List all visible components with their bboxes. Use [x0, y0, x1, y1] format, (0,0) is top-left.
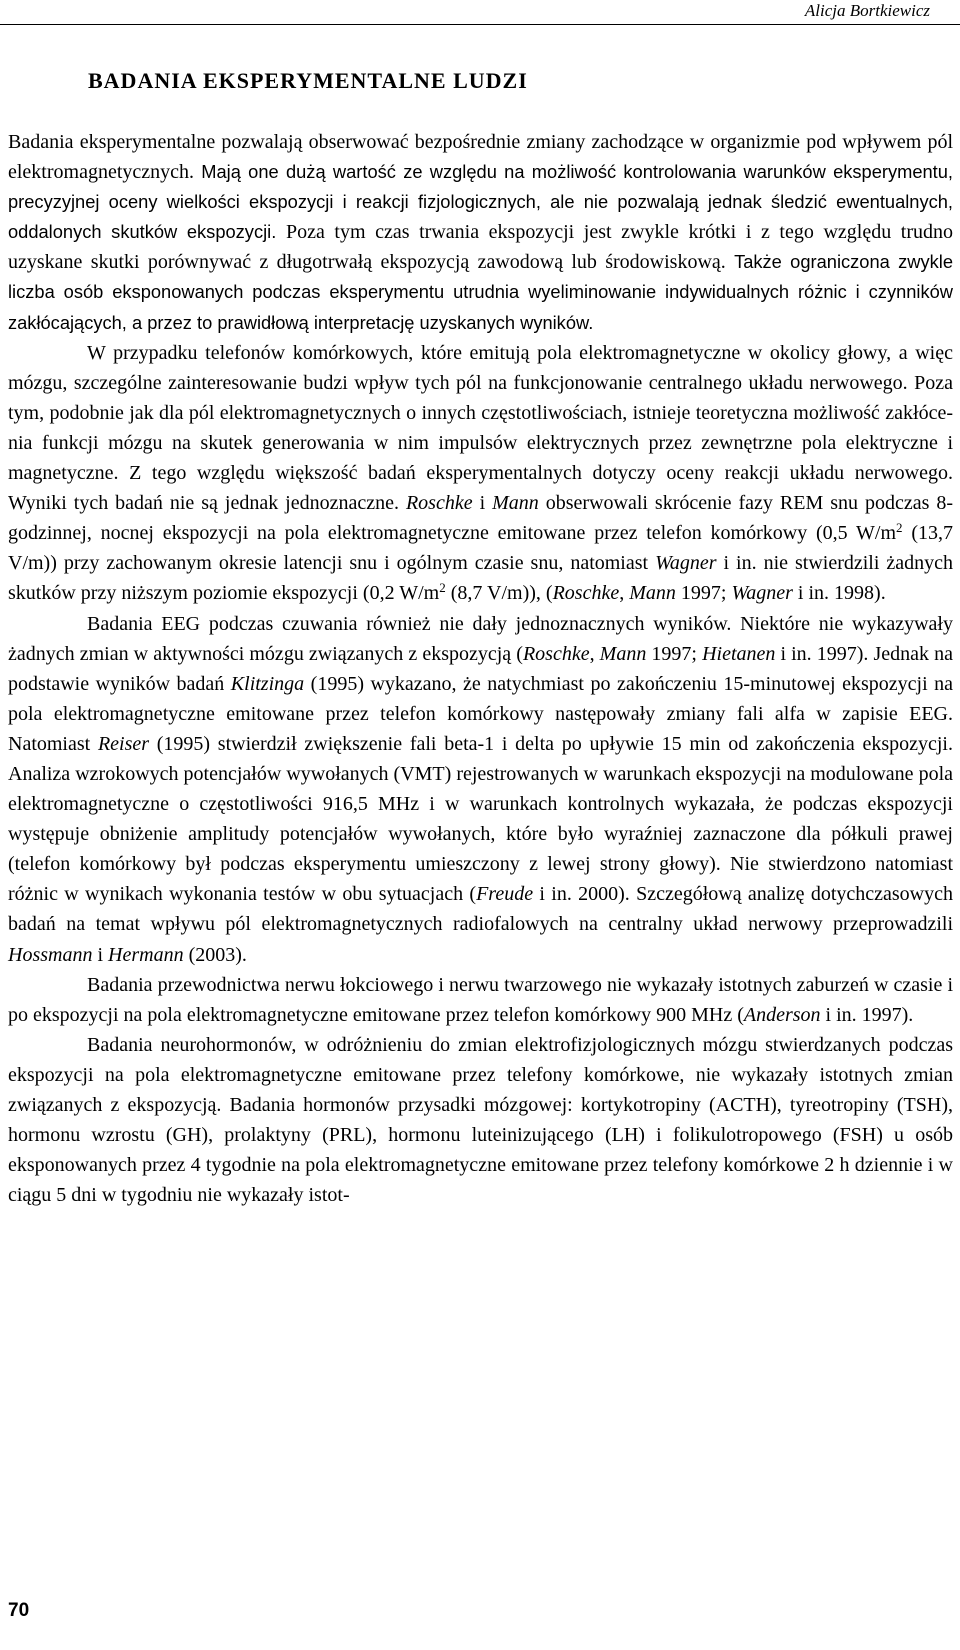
text-segment: i	[472, 492, 493, 515]
text-segment: (2003).	[183, 943, 247, 966]
body-text	[8, 127, 953, 1210]
paragraph-4	[8, 970, 953, 1030]
running-header-author: Alicja Bortkiewicz	[804, 1, 930, 20]
text-segment: Także ograniczona zwykle liczba osób eksponowanych podczas eksperymentu utrudnia wyeliminowanie indywidualnych różnic i czynników zakłócających, a przez to prawidłową interpretację uzyskanych wyników.	[8, 251, 954, 333]
author-citation: Mann	[599, 642, 647, 665]
text-segment: Badania neurohormonów, w odróżnieniu do zmian elektrofizjologicznych mózgu stwierdzanych podczas ekspozycji na pola elektromagnetyczne emitowane przez telefony komórkowe, nie wykazały istotnych zmian związanych z ekspozycją. Badania hormonów przysadki mózgowej: kortykotropiny (ACTH), tyreotropiny (TSH), hormonu wzrostu (GH), prolaktyny (PRL), hormonu luteinizującego (LH) i folikulotropowego (FSH) u osób eksponowanych przez 4 tygodnie na pola elektromagnetyczne emitowane przez telefony komórkowe 2 h dziennie i w ciągu 5 dni w tygodniu nie wykazały istot-	[8, 1033, 953, 1207]
text-segment: (13,7 V/m)) przy zachowanym okresie latencji snu i ogólnym czasie snu, natomiast	[8, 522, 953, 575]
paragraph-3	[8, 609, 953, 970]
author-citation: Hermann	[108, 943, 184, 966]
text-segment: W przypadku telefonów komórkowych, które emitują pola elektromagnetyczne w okolicy głowy, a więc mózgu, szczególne zainteresowanie budzi wpływ tych pól na funkcjonowanie centralnego układu nerwowego. Poza tym, podobnie jak dla pól elektromagnetycznych o innych częstotliwościach, istnieje teoretyczna możliwość zakłócenia funkcji mózgu na skutek generowania w nim impulsów elektrycznych przez zewnętrzne pola elektryczne i magnetyczne. Z tego względu większość badań eksperymentalnych dotyczy oceny reakcji układu nerwowego. Wyniki tych badań nie są jednak jednoznaczne.	[8, 341, 953, 515]
text-segment: i in. 1997). Jednak na podstawie wyników badań	[8, 642, 954, 695]
superscript: 2	[896, 520, 903, 536]
author-citation: Mann	[492, 492, 539, 515]
author-citation: Klitzinga	[230, 672, 305, 695]
section-title: BADANIA EKSPERYMENTALNE LUDZI	[88, 68, 528, 93]
author-citation: Hietanen	[702, 642, 776, 665]
text-segment: 1997;	[646, 642, 703, 665]
author-citation: Wagner	[655, 552, 717, 575]
text-segment: Badania EEG podczas czuwania również nie dały jednoznacznych wyników. Niektóre nie wykazywały żadnych zmian w aktywności mózgu związanych z ekspozycją (	[8, 612, 953, 665]
text-segment: (1995) wykazano, że natychmiast po zakończeniu 15-minutowej ekspozycji na pola elektromagnetyczne emitowane przez telefon komórkowy następowały zmiany fali alfa w zapisie EEG. Natomiast	[8, 672, 953, 755]
paragraph-1	[8, 127, 953, 338]
text-segment: (8,7 V/m)), (	[445, 582, 553, 605]
text-segment: i	[92, 943, 109, 966]
author-citation: Hossmann	[8, 943, 93, 966]
text-segment: ,	[619, 582, 630, 605]
text-segment: ,	[589, 642, 600, 665]
author-citation: Roschke	[552, 582, 620, 605]
text-segment: 1997;	[675, 582, 732, 605]
text-segment: Mają one dużą wartość ze względu na możliwość kontrolowania warunków eksperymentu, precyzyjnej oceny wielkości ekspozycji i reakcji fizjologicznych, ale nie pozwalają jednak śledzić ewentualnych, oddalonych skutków ekspozycji.	[8, 161, 953, 243]
author-citation: Wagner	[731, 582, 793, 605]
text-segment: Poza tym czas trwania ekspozycji jest zwykle krótki i z tego względu trudno uzyskane skutki porównywać z długotrwałą ekspozycją zawodową lub środowiskową.	[8, 221, 953, 274]
author-citation: Roschke	[405, 492, 473, 515]
author-citation: Roschke	[522, 642, 590, 665]
text-segment: i in. 2000). Szczegółową analizę dotychczasowych badań na temat wpływu pól elektromagnetycznych radiofalowych na centralny układ nerwowy przeprowadzili	[8, 883, 953, 936]
text-segment: i in. nie stwierdzili żadnych skutków przy niższym poziomie ekspozycji (0,2 W/m	[8, 552, 953, 605]
page-number: 70	[8, 1600, 30, 1621]
text-segment: (1995) stwierdził zwiększenie fali beta-1 i delta po upływie 15 min od zakończenia ekspozycji. Analiza wzrokowych potencjałów wywołanych (VMT) rejestrowanych w warunkach ekspozycji na modulowane pola elektromagnetyczne o częstotliwości 916,5 MHz i w warunkach kontrolnych wykazała, że podczas ekspozycji występuje obniżenie amplitudy potencjałów wywołanych, które było wyraźniej zaznaczone dla półkuli prawej (telefon komórkowy był podczas eksperymentu umieszczony z lewej strony głowy). Nie stwierdzono natomiast różnic w wynikach wykonania testów w obu sytuacjach (	[8, 732, 953, 906]
text-segment: i in. 1997).	[820, 1003, 914, 1026]
header-rule	[0, 24, 960, 25]
text-segment: obserwowali skrócenie fazy REM snu podczas 8-godzinnej, nocnej ekspozycji na pola elektromagnetyczne emitowane przez telefon komórkowy (0,5 W/m	[8, 492, 953, 545]
superscript: 2	[439, 580, 446, 596]
paragraph-2	[8, 338, 953, 609]
author-citation: Freude	[476, 883, 534, 906]
text-segment: Badania przewodnictwa nerwu łokciowego i nerwu twarzowego nie wykazały istotnych zaburzeń w czasie i po ekspozycji na pola elektromagnetyczne emitowane przez telefon komórkowy 900 MHz (	[8, 973, 953, 1026]
paragraph-5	[8, 1030, 953, 1211]
author-citation: Reiser	[97, 732, 150, 755]
text-segment: Badania eksperymentalne pozwalają obserwować bezpośrednie zmiany zachodzące w organizmie pod wpływem pól elektromagnetycznych.	[8, 131, 953, 184]
text-segment: i in. 1998).	[792, 582, 886, 605]
author-citation: Mann	[629, 582, 676, 605]
author-citation: Anderson	[743, 1003, 821, 1026]
